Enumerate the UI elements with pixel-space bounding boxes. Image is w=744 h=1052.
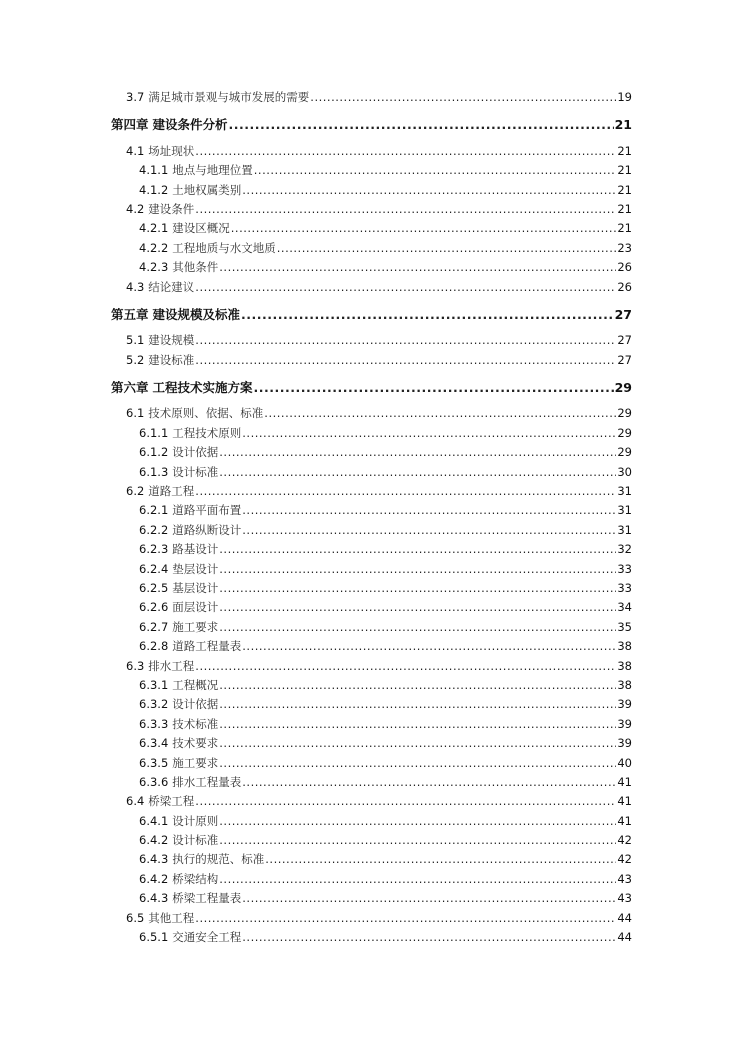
entry-number: 第四章 xyxy=(111,117,149,133)
toc-entry[interactable] xyxy=(111,909,632,928)
dot-leader xyxy=(219,540,616,559)
entry-title: 结论建议 xyxy=(148,279,195,294)
entry-page: 27 xyxy=(617,352,632,367)
entry-title: 工程概况 xyxy=(172,677,219,692)
dot-leader xyxy=(195,142,616,161)
entry-title: 建设条件 xyxy=(148,201,195,216)
entry-page: 26 xyxy=(617,279,632,294)
entry-page: 29 xyxy=(617,445,632,460)
toc-entry[interactable] xyxy=(111,598,632,617)
entry-number: 6.1 xyxy=(126,406,145,421)
dot-leader xyxy=(231,219,617,238)
entry-page: 21 xyxy=(617,221,632,236)
entry-page: 21 xyxy=(614,117,632,133)
entry-page: 35 xyxy=(617,619,632,634)
toc-entry[interactable] xyxy=(111,637,632,656)
toc-entry[interactable] xyxy=(111,618,632,637)
toc-entry[interactable] xyxy=(111,443,632,462)
entry-number: 6.3 xyxy=(126,658,145,673)
entry-page: 42 xyxy=(617,852,632,867)
entry-title: 技术要求 xyxy=(172,736,219,751)
entry-title: 桥梁结构 xyxy=(172,871,219,886)
entry-title: 路基设计 xyxy=(172,542,219,557)
entry-page: 44 xyxy=(617,930,632,945)
dot-leader xyxy=(219,870,616,889)
entry-number: 6.1.2 xyxy=(139,445,169,460)
dot-leader xyxy=(219,715,616,734)
dot-leader xyxy=(195,351,616,370)
entry-page: 41 xyxy=(617,774,632,789)
entry-number: 第六章 xyxy=(111,380,149,396)
toc-entry[interactable] xyxy=(111,239,632,258)
entry-title: 技术原则、依据、标准 xyxy=(148,406,264,421)
entry-title: 执行的规范、标准 xyxy=(172,852,265,867)
toc-entry[interactable] xyxy=(111,754,632,773)
entry-number: 6.5.1 xyxy=(139,930,169,945)
toc-entry[interactable] xyxy=(111,142,632,161)
entry-title: 其他条件 xyxy=(172,260,219,275)
toc-entry[interactable] xyxy=(111,812,632,831)
entry-title: 道路纵断设计 xyxy=(172,522,242,537)
entry-page: 38 xyxy=(617,677,632,692)
entry-title: 土地权属类别 xyxy=(172,182,242,197)
toc-entry[interactable] xyxy=(111,889,632,908)
entry-page: 33 xyxy=(617,561,632,576)
toc-entry[interactable] xyxy=(111,870,632,889)
entry-title: 道路工程量表 xyxy=(172,639,242,654)
entry-title: 满足城市景观与城市发展的需要 xyxy=(148,90,310,104)
entry-page: 38 xyxy=(617,639,632,654)
dot-leader xyxy=(242,181,616,200)
entry-title: 施工要求 xyxy=(172,619,219,634)
entry-number: 6.4.1 xyxy=(139,813,169,828)
dot-leader xyxy=(195,278,616,297)
entry-page: 34 xyxy=(617,600,632,615)
toc-entry[interactable] xyxy=(111,404,632,423)
toc-entry[interactable] xyxy=(111,734,632,753)
dot-leader xyxy=(264,404,616,423)
entry-title: 工程地质与水文地质 xyxy=(172,240,276,255)
entry-title: 建设标准 xyxy=(148,352,195,367)
dot-leader xyxy=(242,501,616,520)
dot-leader xyxy=(254,161,617,180)
toc-entry[interactable] xyxy=(111,579,632,598)
toc-entry[interactable] xyxy=(111,715,632,734)
toc-entry[interactable] xyxy=(111,258,632,277)
toc-entry[interactable] xyxy=(111,88,632,107)
entry-number: 6.5 xyxy=(126,910,145,925)
dot-leader xyxy=(195,200,616,219)
entry-number: 4.1 xyxy=(126,143,145,158)
dot-leader xyxy=(219,734,616,753)
entry-title: 道路平面布置 xyxy=(172,503,242,518)
entry-title: 排水工程量表 xyxy=(172,774,242,789)
entry-page: 21 xyxy=(617,201,632,216)
dot-leader xyxy=(242,521,616,540)
dot-leader xyxy=(195,331,616,350)
entry-number: 5.2 xyxy=(126,352,145,367)
entry-title: 面层设计 xyxy=(172,600,219,615)
toc-entry[interactable] xyxy=(111,540,632,559)
dot-leader xyxy=(242,424,616,443)
entry-title: 道路工程 xyxy=(148,484,195,499)
toc-entry[interactable] xyxy=(111,773,632,792)
entry-title: 地点与地理位置 xyxy=(172,163,253,178)
entry-number: 6.2.5 xyxy=(139,580,169,595)
dot-leader xyxy=(195,909,616,928)
dot-leader xyxy=(219,676,616,695)
entry-number: 6.4.3 xyxy=(139,852,169,867)
dot-leader xyxy=(242,928,616,947)
toc-entry[interactable] xyxy=(111,560,632,579)
entry-title: 场址现状 xyxy=(148,143,195,158)
dot-leader xyxy=(219,258,616,277)
entry-number: 5.1 xyxy=(126,333,145,348)
entry-page: 43 xyxy=(617,871,632,886)
entry-title: 交通安全工程 xyxy=(172,930,242,945)
entry-page: 27 xyxy=(617,333,632,348)
entry-page: 30 xyxy=(617,464,632,479)
entry-number: 4.3 xyxy=(126,279,145,294)
dot-leader xyxy=(219,831,616,850)
toc-entry[interactable] xyxy=(111,482,632,501)
entry-title: 桥梁工程量表 xyxy=(172,891,242,906)
entry-number: 3.7 xyxy=(126,90,145,104)
entry-number: 6.2.1 xyxy=(139,503,169,518)
entry-number: 6.1.3 xyxy=(139,464,169,479)
toc-entry[interactable] xyxy=(111,831,632,850)
dot-leader xyxy=(195,792,616,811)
toc-entry[interactable] xyxy=(111,424,632,443)
toc-entry[interactable] xyxy=(111,521,632,540)
entry-title: 施工要求 xyxy=(172,755,219,770)
entry-title: 设计依据 xyxy=(172,445,219,460)
entry-page: 27 xyxy=(614,306,632,322)
entry-title: 技术标准 xyxy=(172,716,219,731)
toc-entry[interactable] xyxy=(111,792,632,811)
entry-number: 6.2.8 xyxy=(139,639,169,654)
entry-title: 设计原则 xyxy=(172,813,219,828)
entry-title: 设计依据 xyxy=(172,697,219,712)
toc-entry[interactable] xyxy=(111,463,632,482)
entry-number: 6.2.4 xyxy=(139,561,169,576)
dot-leader xyxy=(219,618,616,637)
entry-title: 建设规模 xyxy=(148,333,195,348)
entry-page: 23 xyxy=(617,240,632,255)
dot-leader xyxy=(219,598,616,617)
entry-page: 39 xyxy=(617,736,632,751)
dot-leader xyxy=(219,560,616,579)
entry-page: 21 xyxy=(617,163,632,178)
toc-entry[interactable] xyxy=(111,181,632,200)
entry-number: 6.1.1 xyxy=(139,425,169,440)
entry-title: 排水工程 xyxy=(148,658,195,673)
entry-page: 32 xyxy=(617,542,632,557)
entry-title: 设计标准 xyxy=(172,833,219,848)
entry-page: 39 xyxy=(617,697,632,712)
entry-number: 4.2.2 xyxy=(139,240,169,255)
entry-title: 建设规模及标准 xyxy=(152,306,241,322)
entry-number: 6.2 xyxy=(126,484,145,499)
entry-page: 26 xyxy=(617,260,632,275)
entry-page: 41 xyxy=(617,794,632,809)
entry-number: 4.2.3 xyxy=(139,260,169,275)
toc-entry[interactable] xyxy=(111,695,632,714)
entry-title: 垫层设计 xyxy=(172,561,219,576)
entry-number: 6.4.2 xyxy=(139,833,169,848)
entry-page: 29 xyxy=(617,425,632,440)
dot-leader xyxy=(219,579,616,598)
dot-leader xyxy=(219,463,616,482)
entry-page: 38 xyxy=(617,658,632,673)
toc-entry[interactable] xyxy=(111,657,632,676)
toc-entry[interactable] xyxy=(111,501,632,520)
entry-page: 29 xyxy=(617,406,632,421)
entry-title: 桥梁工程 xyxy=(148,794,195,809)
entry-page: 42 xyxy=(617,833,632,848)
entry-page: 19 xyxy=(617,90,632,104)
dot-leader xyxy=(219,443,616,462)
entry-title: 工程技术实施方案 xyxy=(152,380,253,396)
toc-entry[interactable] xyxy=(111,161,632,180)
entry-title: 设计标准 xyxy=(172,464,219,479)
entry-page: 31 xyxy=(617,522,632,537)
entry-page: 43 xyxy=(617,891,632,906)
entry-title: 工程技术原则 xyxy=(172,425,242,440)
dot-leader xyxy=(219,695,616,714)
dot-leader xyxy=(195,657,616,676)
toc-entry[interactable] xyxy=(111,850,632,869)
dot-leader xyxy=(241,305,614,324)
entry-page: 33 xyxy=(617,580,632,595)
entry-page: 44 xyxy=(617,910,632,925)
dot-leader xyxy=(219,754,616,773)
entry-number: 6.3.4 xyxy=(139,736,169,751)
entry-number: 6.3.6 xyxy=(139,774,169,789)
entry-title: 建设条件分析 xyxy=(152,117,228,133)
entry-page: 21 xyxy=(617,143,632,158)
dot-leader xyxy=(254,378,614,397)
entry-page: 31 xyxy=(617,484,632,499)
toc-chapter-entry[interactable] xyxy=(111,115,632,134)
dot-leader xyxy=(265,850,616,869)
dot-leader xyxy=(242,889,616,908)
entry-page: 39 xyxy=(617,716,632,731)
entry-page: 21 xyxy=(617,182,632,197)
entry-title: 基层设计 xyxy=(172,580,219,595)
dot-leader xyxy=(310,88,616,107)
toc-entry[interactable] xyxy=(111,219,632,238)
entry-page: 41 xyxy=(617,813,632,828)
entry-number: 6.4.2 xyxy=(139,871,169,886)
entry-page: 31 xyxy=(617,503,632,518)
entry-number: 6.2.2 xyxy=(139,522,169,537)
entry-number: 4.2 xyxy=(126,201,145,216)
dot-leader xyxy=(229,115,614,134)
dot-leader xyxy=(219,812,616,831)
entry-number: 6.2.3 xyxy=(139,542,169,557)
entry-title: 其他工程 xyxy=(148,910,195,925)
entry-number: 6.4 xyxy=(126,794,145,809)
toc-chapter-entry[interactable] xyxy=(111,378,632,397)
toc-entry[interactable] xyxy=(111,200,632,219)
entry-number: 第五章 xyxy=(111,306,149,322)
entry-number: 6.2.7 xyxy=(139,619,169,634)
dot-leader xyxy=(195,482,616,501)
dot-leader xyxy=(277,239,617,258)
entry-number: 4.1.2 xyxy=(139,182,169,197)
entry-number: 6.4.3 xyxy=(139,891,169,906)
toc-entry[interactable] xyxy=(111,331,632,350)
entry-page: 40 xyxy=(617,755,632,770)
table-of-contents xyxy=(111,88,632,947)
entry-number: 4.2.1 xyxy=(139,221,169,236)
entry-number: 6.3.3 xyxy=(139,716,169,731)
toc-chapter-entry[interactable] xyxy=(111,305,632,324)
entry-number: 4.1.1 xyxy=(139,163,169,178)
dot-leader xyxy=(242,637,616,656)
toc-entry[interactable] xyxy=(111,928,632,947)
entry-number: 6.2.6 xyxy=(139,600,169,615)
entry-number: 6.3.2 xyxy=(139,697,169,712)
toc-entry[interactable] xyxy=(111,676,632,695)
toc-entry[interactable] xyxy=(111,278,632,297)
entry-number: 6.3.5 xyxy=(139,755,169,770)
entry-page: 29 xyxy=(614,380,632,396)
entry-number: 6.3.1 xyxy=(139,677,169,692)
toc-entry[interactable] xyxy=(111,351,632,370)
dot-leader xyxy=(242,773,616,792)
entry-title: 建设区概况 xyxy=(172,221,230,236)
